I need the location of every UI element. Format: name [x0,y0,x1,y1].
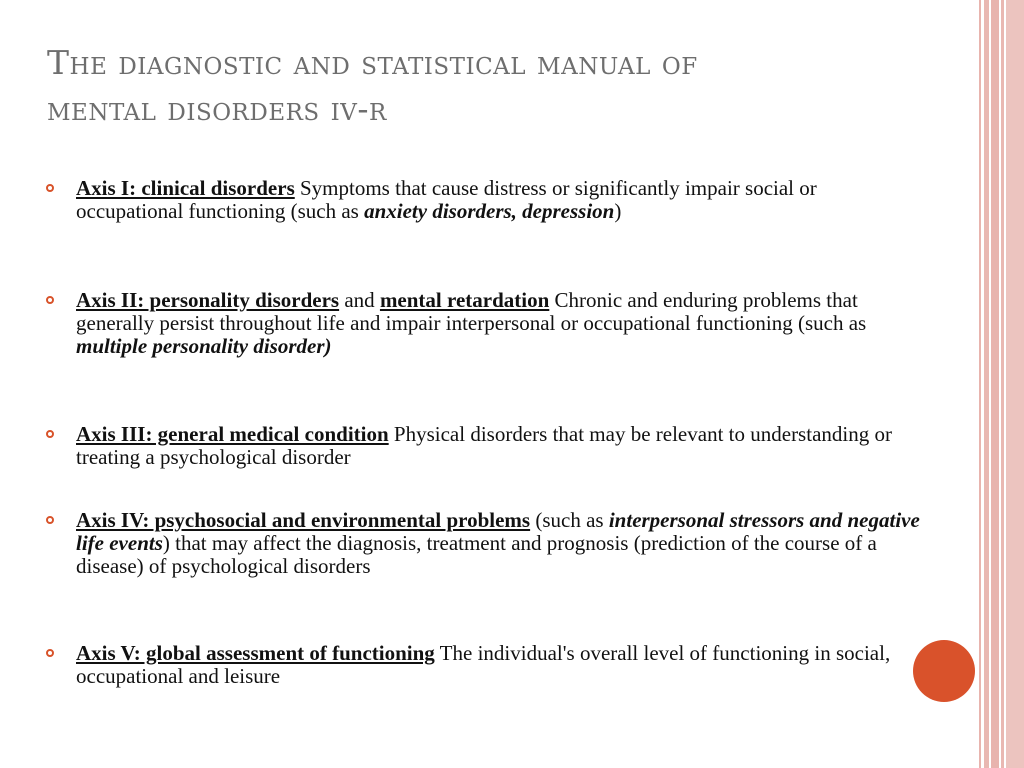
edge-stripe [991,0,999,768]
axis-heading: Axis III: general medical condition [76,422,389,446]
axis-description: (such as [530,508,609,532]
axis-example: multiple personality disorder) [76,334,332,358]
edge-stripe [1006,0,1024,768]
axis-heading: Axis I: clinical disorders [76,176,295,200]
axis-heading: Axis V: global assessment of functioning [76,641,435,665]
open-circle-bullet-icon [46,516,54,524]
bullet-text [76,289,926,358]
axis-description-end: ) [614,199,622,223]
axis-heading: Axis IV: psychosocial and environmental problems [76,508,531,532]
bullet-text [76,423,926,469]
axis-description-end: ) that may affect the diagnosis, treatment and prognosis (prediction of the course of a disease) of psychological disorders [76,531,877,578]
axis-connector: and [339,288,380,312]
open-circle-bullet-icon [46,184,54,192]
axis-description: Physical disorders that may be relevant to understanding or treating a psychological disorder [76,422,892,469]
slide-title-line1: The diagnostic and statistical manual of [47,43,698,82]
orange-circle-icon [913,640,975,702]
edge-stripe [984,0,989,768]
slide-title [47,40,947,132]
axis-description: Chronic and enduring problems that generally persist throughout life and impair interpersonal or occupational functioning (such as [76,288,867,335]
bullet-item-axis-5 [46,642,926,688]
axis-heading-secondary: mental retardation [379,288,550,312]
bullet-text [76,177,926,223]
axis-description: Symptoms that cause distress or significantly impair social or occupational functioning (such as [76,176,817,223]
bullet-item-axis-4 [46,509,926,578]
open-circle-bullet-icon [46,430,54,438]
bullet-item-axis-1 [46,177,926,223]
bullet-text [76,642,926,688]
open-circle-bullet-icon [46,649,54,657]
bullet-item-axis-3 [46,423,926,469]
edge-stripe [1001,0,1004,768]
edge-stripe [979,0,981,768]
open-circle-bullet-icon [46,296,54,304]
axis-heading: Axis II: personality disorders [76,288,340,312]
bullet-text [76,509,926,578]
bullet-item-axis-2 [46,289,926,358]
axis-example: anxiety disorders, depression [364,199,615,223]
slide-title-line2: mental disorders iv-r [47,89,387,128]
axis-description: The individual's overall level of functioning in social, occupational and leisure [76,641,891,688]
axis-example: interpersonal stressors and negative life events [76,508,920,555]
